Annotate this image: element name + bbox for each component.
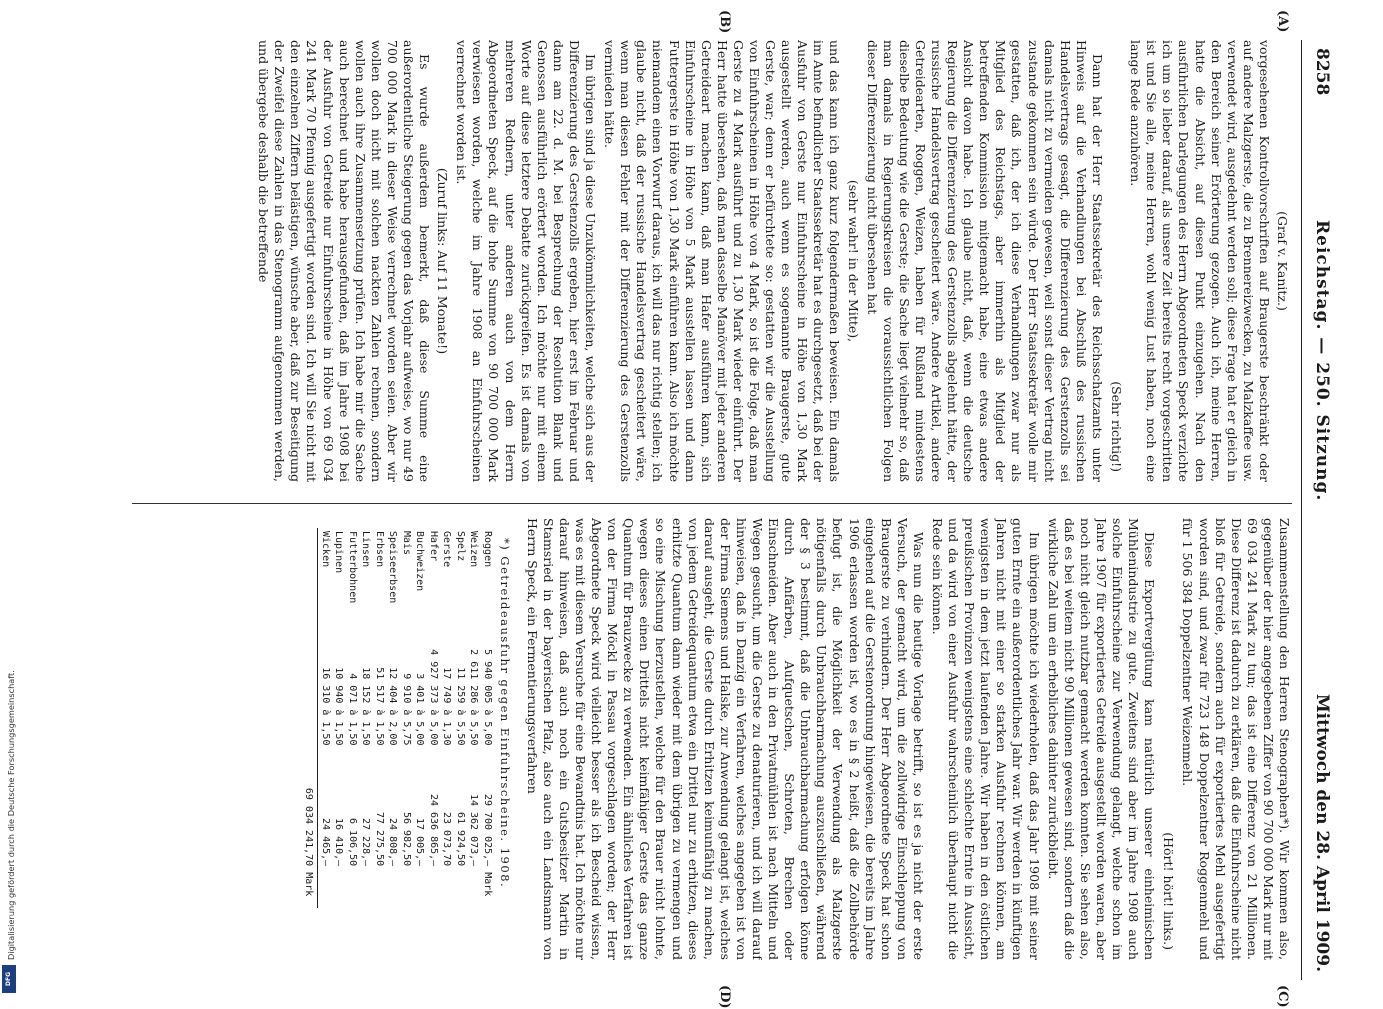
- footnote-total-row: [302, 528, 318, 908]
- footnote-cell-grain: Buchweizen: [414, 531, 426, 592]
- footnote-cell-rate: à 2,00: [387, 709, 399, 746]
- footnote-cell-rate: à 1,50: [333, 709, 345, 746]
- footnote-row: [440, 528, 454, 908]
- footnote-row: [467, 528, 481, 908]
- footnote-row: [332, 528, 346, 908]
- footnote-cell-rate: à 5,00: [481, 709, 493, 746]
- header-date: Mittwoch den 28. April 1909.: [1312, 693, 1332, 972]
- footnote-cell-grain: Mais: [400, 531, 412, 556]
- paragraph: Diese Exportvergütung kam natürlich unserer einheimischen Mühlenindustrie zu gute. Zweitens sind aber im Jahre 1908 auch solche Einfuhrscheine zur Verwendung gelangt, welche schon im Jahre 1907 für exportiertes Getreide ausgestellt worden waren, aber noch nicht gleich nutzbar gemacht werden konnten. Sie sehen also, daß es bei weitem nicht 90 Millionen gewesen sind, sondern daß die wirkliche Zahl um ein erhebliches dahinter zurückbleibt.: [1045, 518, 1158, 960]
- dfg-logo: DFG: [2, 965, 16, 993]
- footnote-cell-unit: Mark: [481, 872, 493, 897]
- footnote-cell-amount: 61 924,50: [454, 812, 466, 867]
- footnote-cell-qty: 3 401: [414, 673, 426, 704]
- footnote-title: *) Getreideausfuhr gegen Einfuhrscheine. 1908.: [497, 538, 512, 889]
- footnote-cell-qty: 17 749: [441, 667, 453, 704]
- footnote-cell-grain: Futterbohnen: [346, 531, 358, 604]
- footnote-cell-unit: [453, 869, 467, 908]
- footnote-cell-grain: Spelz: [454, 531, 466, 562]
- footnote-cell-qty: 16 310: [319, 667, 331, 704]
- footnote-cell-unit: [399, 869, 413, 908]
- footnote-cell-amount: 6 106,50: [346, 818, 358, 867]
- footnote-total-unit: Mark: [302, 869, 318, 908]
- paragraph: Dann hat der Herr Staatssekretär des Reichsschatzamts unter Hinweis auf die Verhandlungen bei Abschluß des russischen Handelsvertrags gesagt, die Differenzierung des Gerstenzolls sei damals nicht zu vermeiden gewesen, weil sonst dieser Vertrag nicht zustande gekommen sein würde. Der Herr Staatssekretär wolle mir gestatten, daß ich, der ich diese Verhandlungen zwar nur als Mitglied des Reichstags, aber immerhin als Mitglied der betreffenden Kommission mitgemacht habe, eine etwas andere Ansicht davon habe. Ich glaube nicht, daß, wenn die deutsche Regierung die Differenzierung des Gerstenzolls abgelehnt hätte, der russische Handelsvertrag gescheitert wäre. Andere Artikel, andere Getreidearten, Roggen, Weizen, haben für Rußland mindestens dieselbe Bedeutung wie die Gerste; die Sache liegt vielmehr so, daß man damals in Regierungskreisen die voraussichtlichen Folgen dieser Differenzierung nicht übersehen hat: [864, 40, 1105, 482]
- left-column: [122, 40, 1292, 482]
- paragraph: vorgesehenen Kontrollvorschriften auf Braugerste beschränkt oder auf andere Malzgerste, die zu Brennereizwecken, zu Malzkaffee usw. verwendet wird, ausgedehnt werden soll; diese Frage hat er gleich in den Bereich seiner Erörterung gezogen. Auch ich, meine Herren, hatte die Absicht, auf diesen Punkt einzugehen. Nach den ausführlichen Darlegungen des Herrn Abgeordneten Speck verzichte ich um so lieber darauf, als unsere Zeit bereits recht vorgeschritten ist und Sie alle, meine Herren, wohl wenig Lust haben, noch eine lange Rede anzuhören.: [1128, 40, 1272, 482]
- footnote-cell-amount: 17 005,—: [414, 818, 426, 867]
- footnote-cell-amount: 24 636 865,—: [427, 793, 439, 867]
- footnote-cell-unit: [318, 869, 332, 908]
- rotated-document-page: [102, 10, 1342, 1009]
- paragraph: Zusammenstellung den Herren Stenographen*). Wir kommen also, gegenüber der hier angegebenen Ziffer von 90 700 000 Mark nur mit 69 034 241 Mark zu tun; das ist eine Differenz von 21 Millionen. Diese Differenz ist dadurch zu erklären, daß die Einfuhrscheine nicht bloß für Getreide, sondern auch für exportiertes Mehl ausgefertigt worden sind, und zwar für 723 148 Doppelzentner Roggenmehl und für 1 506 384 Doppelzentner Weizenmehl.: [1180, 518, 1292, 960]
- footnote-cell-qty: 12 404: [387, 667, 399, 704]
- digitization-credit: Digitalisierung gefördert durch die Deutsche Forschungsgemeinschaft.: [6, 670, 16, 960]
- footnote-cell-unit: [332, 869, 346, 908]
- footnote-cell-amount: 77 275,50: [373, 812, 385, 867]
- footnote-cell-unit: [467, 869, 481, 908]
- column-divider: [132, 503, 1292, 504]
- footnote-cell-amount: 56 982,50: [400, 812, 412, 867]
- footnote-row: [480, 528, 494, 908]
- footnote-cell-rate: à 5,00: [414, 709, 426, 746]
- interjection: (Sehr richtig!): [1109, 381, 1125, 472]
- footnote-cell-unit: [359, 869, 373, 908]
- interjection: (Zuruf links: Auf 11 Monate!): [435, 167, 451, 355]
- footnote-cell-qty: 51 517: [373, 667, 385, 704]
- footnote-cell-amount: 24 465,—: [319, 818, 331, 867]
- right-column: [122, 518, 1292, 960]
- footnote-cell-rate: à 1,50: [346, 709, 358, 746]
- footnote-row: [399, 528, 413, 908]
- footnote-cell-qty: 10 940: [333, 667, 345, 704]
- header-title: Reichstag. — 250. Sitzung.: [1312, 220, 1332, 502]
- footnote-cell-amount: 14 362 073,—: [468, 793, 480, 867]
- footnote-total: 69 034 241,70: [302, 761, 318, 870]
- interjection: (sehr wahr! in der Mitte),: [845, 179, 861, 343]
- footnote-cell-rate: à 1,50: [319, 709, 331, 746]
- footnote-cell-grain: Hafer: [427, 531, 439, 562]
- footnote-cell-qty: 9 910: [400, 673, 412, 704]
- footnote-cell-grain: Linsen: [360, 531, 372, 568]
- footnote-cell-amount: 16 410,—: [333, 818, 345, 867]
- footnote-row: [413, 528, 427, 908]
- paragraph: und das kann ich ganz kurz folgendermaßen beweisen. Ein damals im Amte befindlicher Staatssekretär hat es durchgesetzt, daß bei der Ausfuhr von Gerste nur Einfuhrscheine in Höhe von 1,30 Mark ausgestellt werden, auch wenn es sogenannte Braugerste, gute Gerste, war; denn er befürchtete so: gestatten wir die Ausstellung von Einfuhrscheinen in Höhe von 4 Mark, so ist die Folge, daß man Gerste zu 4 Mark ausführt und zu 1,30 Mark wieder einführt. Der Herr hatte übersehen, daß man dasselbe Manöver mit jeder anderen Getreideart machen kann, daß man Hafer ausführen kann, sich Einfuhrscheine in Höhe von 5 Mark ausstellen lassen und dann Futtergerste in Höhe von 1,30 Mark einführen kann. Also ich möchte niemandem einen Vorwurf daraus, ich will das nur richtig stellen; ich glaube nicht, daß der russische Handelsvertrag gescheitert wäre, wenn man diesen Fehler mit der Differenzierung des Gerstenzolls vermieden hätte.: [602, 40, 843, 482]
- footnote-cell-unit: [440, 869, 454, 908]
- footnote-cell-rate: à 1,50: [360, 709, 372, 746]
- footnote-row: [372, 528, 386, 908]
- footnote-cell-amount: 23 073,70: [441, 812, 453, 867]
- footnote-cell-unit: [426, 869, 440, 908]
- footnote-cell-grain: Speiseerbsen: [387, 531, 399, 604]
- footnote-cell-qty: 18 152: [360, 667, 372, 704]
- page-number: 8258: [1312, 48, 1332, 96]
- footnote-row: [345, 528, 359, 908]
- footnote-cell-unit: [386, 869, 400, 908]
- footnote-cell-qty: 4 071: [346, 673, 358, 704]
- margin-marker-c: (C): [1275, 985, 1290, 1008]
- margin-marker-d: (D): [717, 985, 732, 1009]
- footnote-row: [359, 528, 373, 908]
- footnote-cell-grain: Gerste: [441, 531, 453, 568]
- footnote-row: [426, 528, 440, 908]
- footnote-row: [386, 528, 400, 908]
- footnote-cell-grain: Wicken: [319, 531, 331, 568]
- footnote-cell-rate: à 5,00: [427, 709, 439, 746]
- footnote-cell-qty: 4 927 373: [427, 649, 439, 704]
- interjection: (Hört! hört! links.): [1161, 832, 1177, 950]
- paragraph: Was nun die heutige Vorlage betrifft, so ist es ja nicht der erste Versuch, der gemacht wird, um die zollwidrige Einschleppung von Braugerste zu verhindern. Der Herr Abgeordnete Speck hat schon eingehend auf die Gerstenordnung hingewiesen, die bereits im Jahre 1906 erlassen worden ist, wo es in § 2 heißt, daß die Zollbehörde befugt ist, die Möglichkeit der Verwendung als Malzgerste nötigenfalls durch Unbrauchbarmachung auszuschließen, während der § 3 bestimmt, daß die Unbrauchbarmachung erfolgen könne durch Anfärben, Aufquetschen, Schroten, Brechen oder Einschneiden. Aber auch in den Privatmühlen ist nach Mitteln und Wegen gesucht, um die Gerste zu denaturieren, und ich will darauf hinweisen, daß in Danzig ein Verfahren, welches angegeben ist von der Firma Siemens und Halske, zur Anwendung gelangt ist, welches darauf ausgeht, die Gerste durch Erhitzen keimunfähig zu machen, von jedem Getreidequantum etwa ein Drittel nur zu erhitzen, dieses erhitzte Quantum dann wieder mit dem übrigen zu vermengen und so eine Mischung herzustellen, welche für den Brauer nicht lohnte, wegen dieses einen Drittels nicht keimfähiger Gerste das ganze Quantum für Brauzwecke zu verwenden. Ein ähnliches Verfahren ist von der Firma Möckl in Passau vorgeschlagen worden; der Herr Abgeordnete Speck wird vielleicht besser als ich Bescheid wissen, was es mit diesem Versuche für eine Bewandtnis hat. Ich möchte nur darauf hinweisen, daß auch noch ein Gutsbesitzer Martin in Stamsried in der bayerischen Pfalz, also auch ein Landsmann von Herrn Speck, ein Fermentierungsverfahren: [524, 518, 926, 960]
- footnote-cell-qty: 2 611 286: [468, 649, 480, 704]
- footnote-cell-rate: à 1,50: [373, 709, 385, 746]
- paragraph: Es wurde außerdem bemerkt, daß diese Summe eine außerordentliche Steigerung gegen das Vorjahr aufweise, wo nur 49 700 000 Mark in dieser Weise verrechnet worden seien. Aber wir wollen doch nicht mit solchen nackten Zahlen rechnen, sondern wollen auch ihre Zusammensetzung prüfen. Ich habe mir die Sache auch berechnet und habe herausgefunden, daß im Jahre 1908 bei der Ausfuhr von Getreide nur Einfuhrscheine in Höhe von 69 034 241 Mark 70 Pfennig ausgefertigt worden sind. Ich will Sie nicht mit den einzelnen Ziffern belästigen, wünsche aber, daß zur Beseitigung der Zweifel diese Zahlen in das Stenogramm aufgenommen werden, und übergebe deshalb die betreffende: [256, 40, 433, 482]
- footnote-cell-rate: à 5,75: [400, 709, 412, 746]
- footnote-cell-grain: Erbsen: [373, 531, 385, 568]
- speaker-name: (Graf v. Kanitz.): [1275, 211, 1290, 311]
- footnote-row: [453, 528, 467, 908]
- footnote-cell-qty: 5 940 005: [481, 649, 493, 704]
- margin-marker-a: (A): [1275, 10, 1290, 33]
- footnote-cell-unit: [345, 869, 359, 908]
- footnote-cell-amount: 24 808,—: [387, 818, 399, 867]
- footnote-table: [302, 528, 494, 908]
- footnote-cell-grain: Weizen: [468, 531, 480, 568]
- footnote-cell-rate: à 5,50: [454, 709, 466, 746]
- margin-marker-b: (B): [717, 10, 732, 34]
- footnote-cell-unit: [372, 869, 386, 908]
- footnote-cell-rate: à 1,30: [441, 709, 453, 746]
- footnote-cell-rate: à 5,50: [468, 709, 480, 746]
- footnote-cell-amount: 27 228,—: [360, 818, 372, 867]
- footnote-cell-grain: Roggen: [481, 531, 493, 568]
- footnote-row: [318, 528, 332, 908]
- paragraph: Im übrigen möchte ich wiederholen, daß das Jahr 1908 mit seiner guten Ernte ein außerordentliches Jahr war. Wir werden in künftigen Jahren nicht mit einer so starken Ausfuhr rechnen können, am wenigsten in dem jetzt laufenden Jahre. Wir haben in den östlichen preußischen Provinzen wenigstens eine schlechte Ernte in Aussicht, und da wird von einer Ausfuhr wahrscheinlich überhaupt nicht die Rede sein können.: [930, 518, 1042, 960]
- paragraph: Im übrigen sind ja diese Unzukömmlichkeiten, welche sich aus der Differenzierung des Gerstenzolls ergeben, hier erst im Februar und dann am 22. d. M. bei Besprechung der Resolution Blank und Genossen ausführlich erörtert worden. Ich möchte nur mit einem Worte auf diese letztere Debatte zurückgreifen. Es ist damals von mehreren Rednern, unter anderen auch von dem Herrn Abgeordneten Speck, auf die hohe Summe von 90 700 000 Mark verwiesen worden, welche im Jahre 1908 an Einfuhrscheinen verrechnet worden ist.: [454, 40, 599, 482]
- footnote-cell-grain: Lupinen: [333, 531, 345, 574]
- page-header: [1301, 40, 1342, 980]
- footnote-cell-amount: 29 700 025,—: [481, 793, 493, 867]
- footnote-cell-qty: 11 259: [454, 667, 466, 704]
- footnote-cell-unit: [413, 869, 427, 908]
